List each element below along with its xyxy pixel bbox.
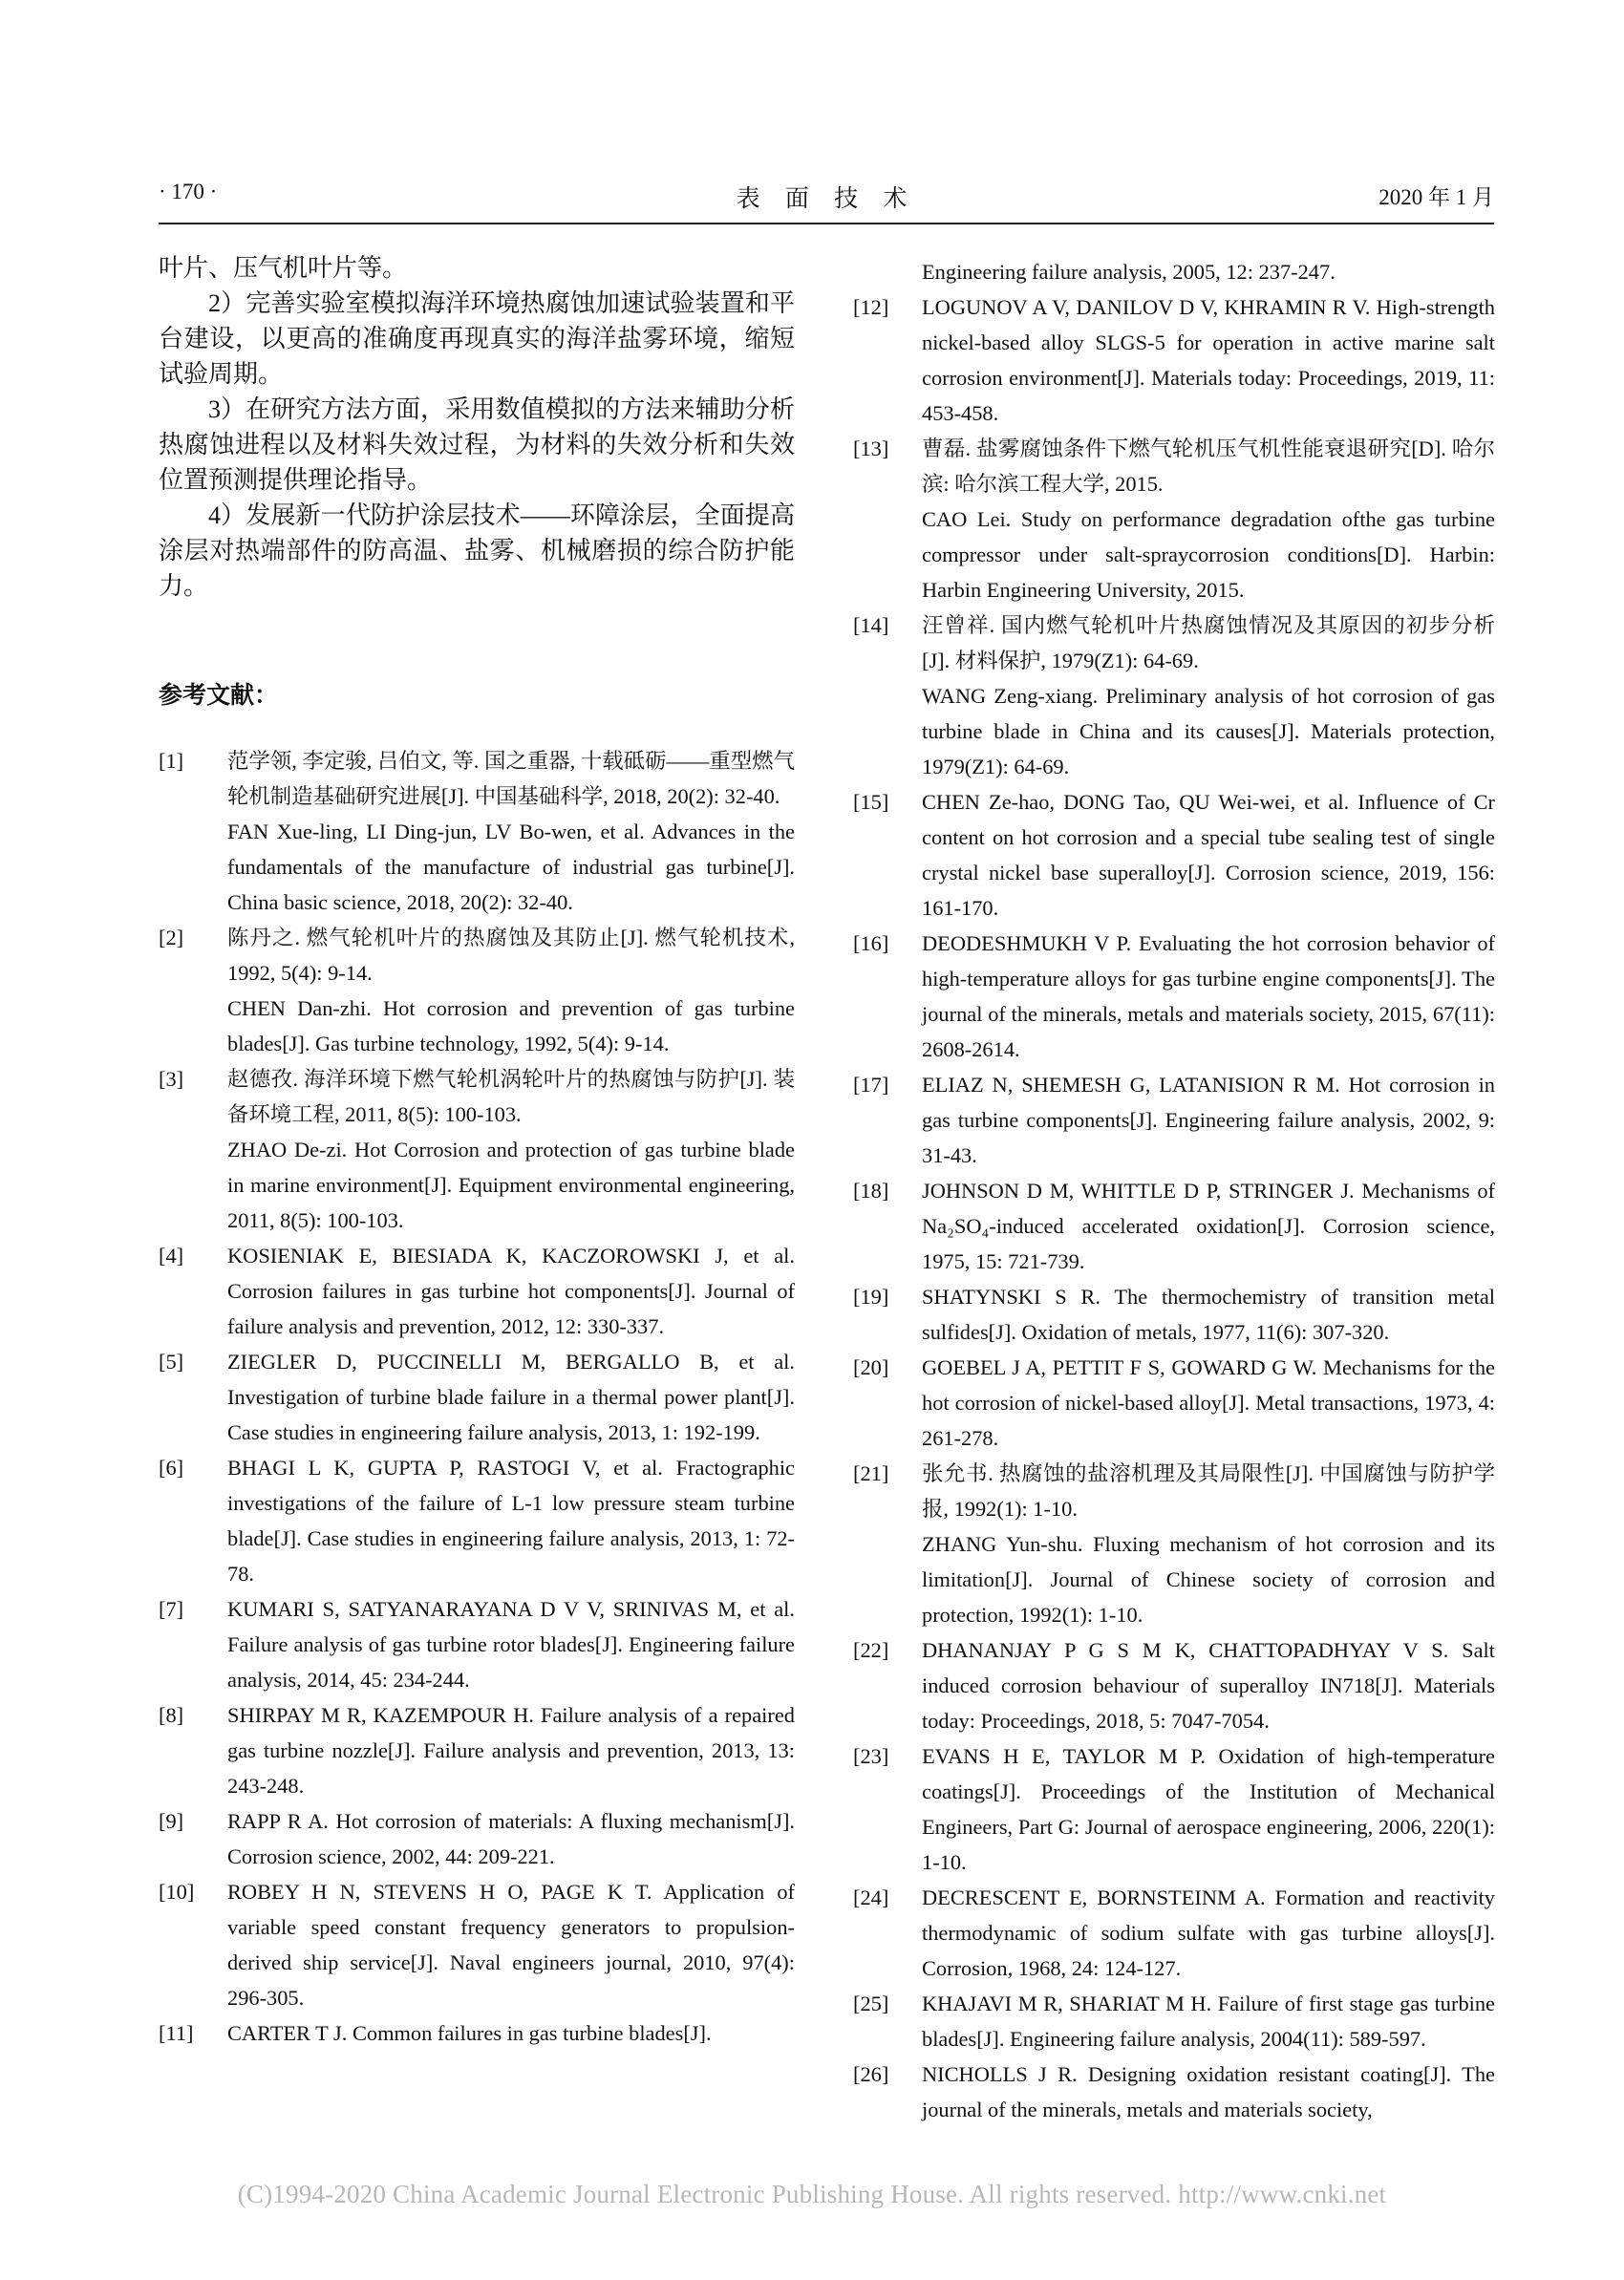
reference-entry — [159, 2015, 795, 2051]
reference-text: ZIEGLER D, PUCCINELLI M, BERGALLO B, et al. Investigation of turbine blade failure in a thermal power plant[J]. Case studies in engineering failure analysis, 2013, 1: 192-199. — [227, 1350, 795, 1444]
reference-entry — [853, 1456, 1495, 1632]
reference-entry — [159, 1344, 795, 1450]
reference-number: [1] — [159, 749, 184, 773]
reference-number: [5] — [159, 1350, 184, 1374]
issue-date: 2020 年 1 月 — [1378, 185, 1494, 209]
right-column — [853, 254, 1495, 2127]
journal-title: 表 面 技 术 — [736, 186, 917, 212]
reference-text: CARTER T J. Common failures in gas turbine blades[J]. — [227, 2021, 712, 2045]
reference-number: [25] — [853, 1992, 889, 2015]
reference-number: [10] — [159, 1880, 195, 1904]
reference-number: [3] — [159, 1067, 184, 1091]
reference-number: [12] — [853, 295, 889, 319]
reference-text: DECRESCENT E, BORNSTEINM A. Formation and reactivity thermodynamic of sodium sulfate with gas turbine alloys[J]. Corrosion, 1968, 24: 124-127. — [922, 1886, 1495, 1980]
reference-text: GOEBEL J A, PETTIT F S, GOWARD G W. Mechanisms for the hot corrosion of nickel-based alloy[J]. Metal transactions, 1973, 4: 261-278. — [922, 1355, 1495, 1450]
reference-number: [21] — [853, 1461, 889, 1485]
left-column — [159, 250, 795, 2051]
reference-text: CHEN Ze-hao, DONG Tao, QU Wei-wei, et al. Influence of Cr content on hot corrosion and a special tube sealing test of single crystal nickel base superalloy[J]. Corrosion science, 2019, 156: 161-170. — [922, 790, 1495, 920]
reference-text: KHAJAVI M R, SHARIAT M H. Failure of first stage gas turbine blades[J]. Engineering failure analysis, 2004(11): 589-597. — [922, 1992, 1495, 2051]
reference-number: [4] — [159, 1244, 184, 1268]
reference-text: ELIAZ N, SHEMESH G, LATANISION R M. Hot corrosion in gas turbine components[J]. Engineering failure analysis, 2002, 9: 31-43. — [922, 1073, 1495, 1167]
reference-list-right — [853, 254, 1495, 2127]
body-paragraph: 叶片、压气机叶片等。 — [159, 254, 408, 282]
reference-text: SHATYNSKI S R. The thermochemistry of transition metal sulfides[J]. Oxidation of metals, 1977, 11(6): 307-320. — [922, 1285, 1495, 1344]
reference-entry — [159, 1238, 795, 1344]
reference-text: SHIRPAY M R, KAZEMPOUR H. Failure analysis of a repaired gas turbine nozzle[J]. Failure analysis and prevention, 2013, 13: 243-248. — [227, 1703, 795, 1798]
reference-entry — [159, 1061, 795, 1238]
reference-text: EVANS H E, TAYLOR M P. Oxidation of high-temperature coatings[J]. Proceedings of the Institution of Mechanical Engineers, Part G: Journal of aerospace engineering, 2006, 220(1): 1-10. — [922, 1744, 1495, 1874]
reference-number: [24] — [853, 1886, 889, 1909]
reference-text: Engineering failure analysis, 2005, 12: 237-247. — [922, 260, 1336, 284]
reference-entry — [159, 1874, 795, 2015]
reference-number: [2] — [159, 926, 184, 949]
reference-entry — [853, 784, 1495, 926]
reference-number: [20] — [853, 1355, 889, 1379]
reference-entry — [853, 254, 1495, 289]
reference-entry — [853, 1173, 1495, 1279]
reference-entry — [159, 1591, 795, 1697]
reference-text: KOSIENIAK E, BIESIADA K, KACZOROWSKI J, et al. Corrosion failures in gas turbine hot components[J]. Journal of failure analysis and prevention, 2012, 12: 330-337. — [227, 1244, 795, 1338]
reference-number: [8] — [159, 1703, 184, 1727]
reference-entry — [853, 607, 1495, 784]
body-paragraph: 4）发展新一代防护涂层技术——环障涂层，全面提高涂层对热端部件的防高温、盐雾、机械磨损的综合防护能力。 — [159, 501, 795, 600]
reference-number: [15] — [853, 790, 889, 814]
reference-number: [13] — [853, 437, 889, 460]
reference-number: [7] — [159, 1597, 184, 1621]
reference-entry — [159, 920, 795, 1061]
reference-text: 张允书. 热腐蚀的盐溶机理及其局限性[J]. 中国腐蚀与防护学报, 1992(1): 1-10. — [922, 1461, 1495, 1521]
reference-number: [9] — [159, 1809, 184, 1833]
reference-text: DEODESHMUKH V P. Evaluating the hot corrosion behavior of high-temperature alloys for gas turbine engine components[J]. The journal of the minerals, metals and materials society, 2015, 67(11): 2608-2614. — [922, 931, 1495, 1061]
reference-entry — [853, 431, 1495, 607]
reference-text-english: FAN Xue-ling, LI Ding-jun, LV Bo-wen, et al. Advances in the fundamentals of the manufacture of industrial gas turbine[J]. China basic science, 2018, 20(2): 32-40. — [227, 820, 795, 914]
references-heading: 参考文献： — [159, 681, 279, 709]
reference-text: 汪曾祥. 国内燃气轮机叶片热腐蚀情况及其原因的初步分析[J]. 材料保护, 1979(Z1): 64-69. — [922, 613, 1495, 672]
reference-text: ROBEY H N, STEVENS H O, PAGE K T. Application of variable speed constant frequency generators to propulsion-derived ship service[J]. Naval engineers journal, 2010, 97(4): 296-305. — [227, 1880, 795, 2010]
reference-entry — [853, 1738, 1495, 1880]
reference-number: [11] — [159, 2021, 194, 2045]
reference-entry — [159, 1450, 795, 1591]
reference-entry — [159, 1803, 795, 1874]
reference-entry — [853, 2056, 1495, 2127]
reference-text-english: CAO Lei. Study on performance degradation ofthe gas turbine compressor under salt-spraycorrosion conditions[D]. Harbin: Harbin Engineering University, 2015. — [922, 507, 1495, 602]
reference-list-left — [159, 743, 795, 2051]
reference-number: [23] — [853, 1744, 889, 1768]
reference-number: [16] — [853, 931, 889, 955]
reference-entry — [853, 1350, 1495, 1456]
reference-number: [17] — [853, 1073, 889, 1097]
reference-number: [14] — [853, 613, 889, 637]
reference-text: DHANANJAY P G S M K, CHATTOPADHYAY V S. Salt induced corrosion behaviour of superalloy IN718[J]. Materials today: Proceedings, 2018, 5: 7047-7054. — [922, 1638, 1495, 1733]
reference-entry — [853, 289, 1495, 431]
reference-text: LOGUNOV A V, DANILOV D V, KHRAMIN R V. High-strength nickel-based alloy SLGS-5 for operation in active marine salt corrosion environment[J]. Materials today: Proceedings, 2019, 11: 453-458. — [922, 295, 1495, 425]
reference-number: [18] — [853, 1179, 889, 1203]
reference-entry — [853, 1632, 1495, 1738]
reference-entry — [853, 1279, 1495, 1350]
reference-text: NICHOLLS J R. Designing oxidation resistant coating[J]. The journal of the minerals, metals and materials society, — [922, 2062, 1495, 2121]
running-header — [159, 180, 1494, 218]
reference-text: KUMARI S, SATYANARAYANA D V V, SRINIVAS M, et al. Failure analysis of gas turbine rotor blades[J]. Engineering failure analysis, 2014, 45: 234-244. — [227, 1597, 795, 1692]
reference-entry — [853, 1067, 1495, 1173]
reference-text-english: ZHANG Yun-shu. Fluxing mechanism of hot corrosion and its limitation[J]. Journal of Chinese society of corrosion and protection, 1992(1): 1-10. — [922, 1532, 1495, 1627]
reference-text: 曹磊. 盐雾腐蚀条件下燃气轮机压气机性能衰退研究[D]. 哈尔滨: 哈尔滨工程大学, 2015. — [922, 437, 1495, 496]
reference-text-english: ZHAO De-zi. Hot Corrosion and protection of gas turbine blade in marine environment[J]. Equipment environmental engineering, 2011, 8(5): 100-103. — [227, 1138, 795, 1232]
reference-number: [26] — [853, 2062, 889, 2086]
reference-text: RAPP R A. Hot corrosion of materials: A fluxing mechanism[J]. Corrosion science, 2002, 44: 209-221. — [227, 1809, 795, 1868]
reference-text: 陈丹之. 燃气轮机叶片的热腐蚀及其防止[J]. 燃气轮机技术, 1992, 5(4): 9-14. — [227, 926, 795, 985]
reference-text: BHAGI L K, GUPTA P, RASTOGI V, et al. Fractographic investigations of the failure of L-1 low pressure steam turbine blade[J]. Case studies in engineering failure analysis, 2013, 1: 72-78. — [227, 1456, 795, 1586]
reference-text: JOHNSON D M, WHITTLE D P, STRINGER J. Mechanisms of Na₂SO₄-induced accelerated oxidation[J]. Corrosion science, 1975, 15: 721-739. — [922, 1179, 1495, 1273]
copyright-footer: (C)1994-2020 China Academic Journal Electronic Publishing House. All rights reserved. http://www.cnki.net — [237, 2180, 1387, 2208]
reference-number: [19] — [853, 1285, 889, 1309]
header-rule — [159, 223, 1494, 224]
reference-entry — [853, 926, 1495, 1067]
reference-entry — [159, 1697, 795, 1803]
body-paragraph: 2）完善实验室模拟海洋环境热腐蚀加速试验装置和平台建设，以更高的准确度再现真实的海洋盐雾环境，缩短试验周期。 — [159, 289, 795, 388]
reference-text-english: WANG Zeng-xiang. Preliminary analysis of hot corrosion of gas turbine blade in China and its causes[J]. Materials protection, 1979(Z1): 64-69. — [922, 684, 1495, 778]
reference-text-english: CHEN Dan-zhi. Hot corrosion and prevention of gas turbine blades[J]. Gas turbine technology, 1992, 5(4): 9-14. — [227, 996, 795, 1055]
reference-entry — [853, 1986, 1495, 2056]
reference-number: [22] — [853, 1638, 889, 1662]
reference-number: [6] — [159, 1456, 184, 1480]
reference-entry — [159, 743, 795, 920]
body-paragraph: 3）在研究方法方面，采用数值模拟的方法来辅助分析热腐蚀进程以及材料失效过程，为材料的失效分析和失效位置预测提供理论指导。 — [159, 395, 795, 494]
reference-text: 赵德孜. 海洋环境下燃气轮机涡轮叶片的热腐蚀与防护[J]. 装备环境工程, 2011, 8(5): 100-103. — [227, 1067, 795, 1126]
page-number: · 170 · — [159, 180, 218, 203]
reference-text: 范学领, 李定骏, 吕伯文, 等. 国之重器, 十载砥砺——重型燃气轮机制造基础研究进展[J]. 中国基础科学, 2018, 20(2): 32-40. — [227, 749, 795, 808]
reference-entry — [853, 1880, 1495, 1986]
